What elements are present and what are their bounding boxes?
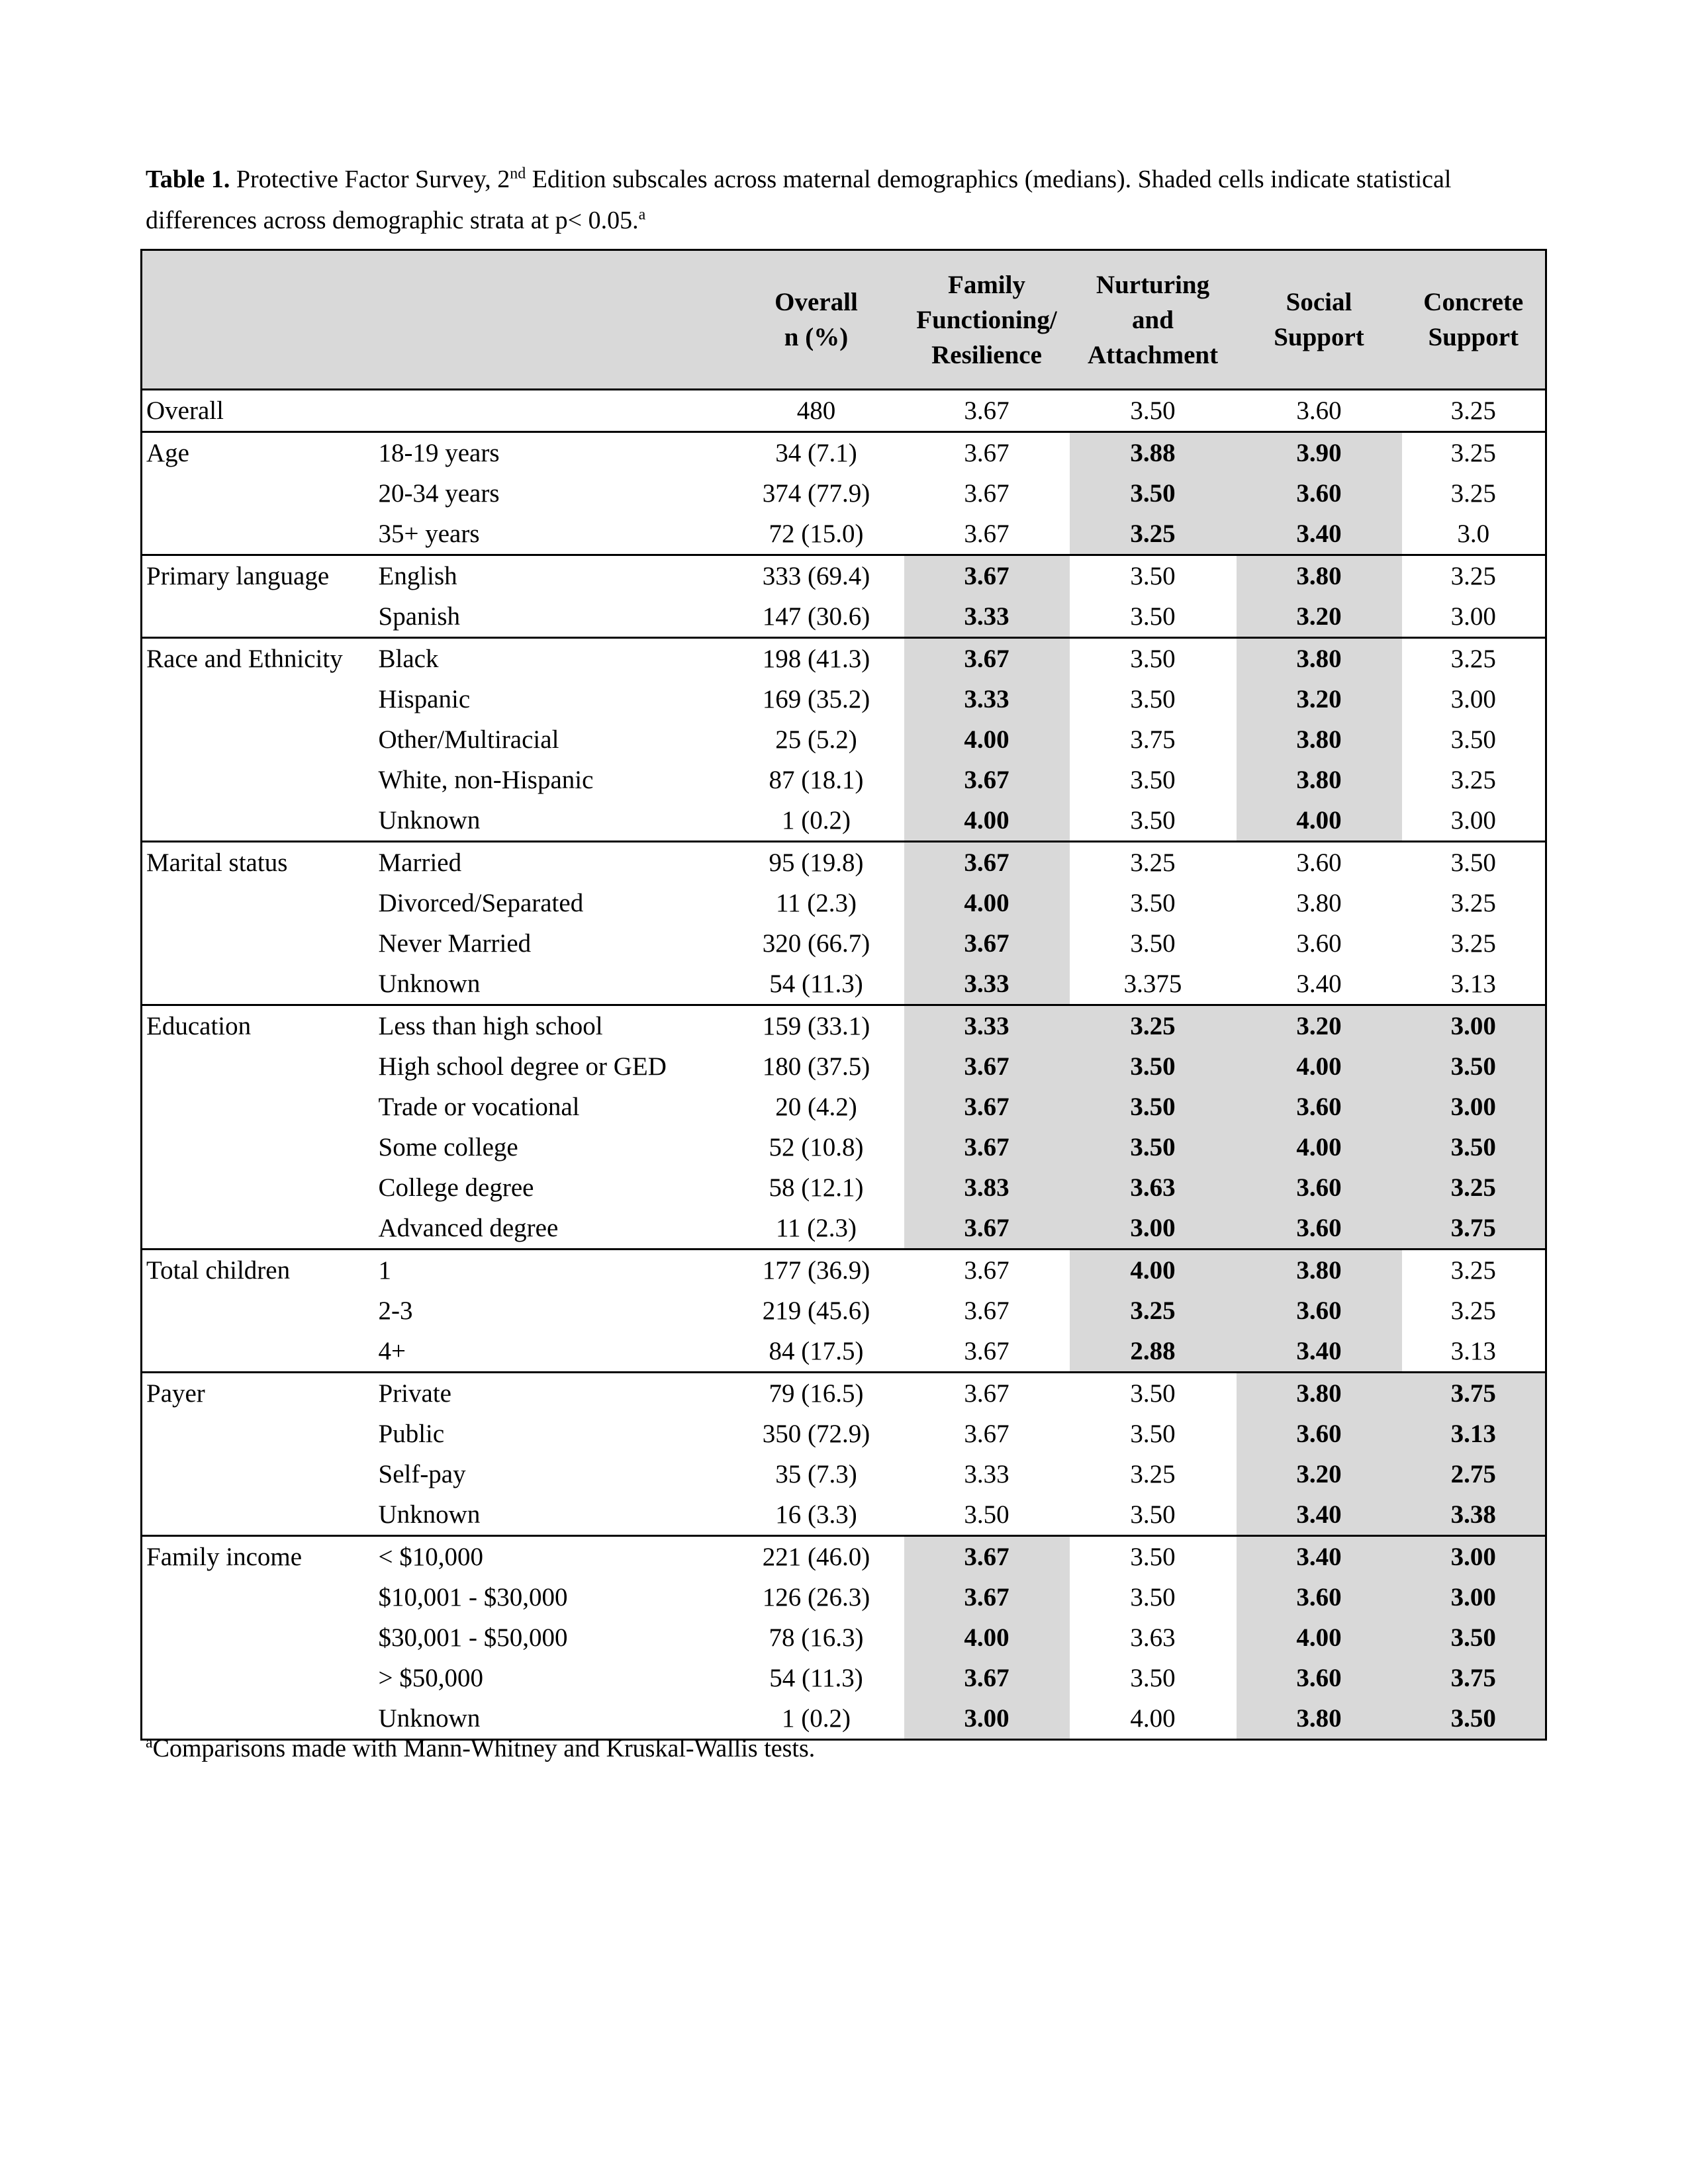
cell-concrete-support: 3.00 [1402,1577,1546,1617]
cell-family-functioning: 3.67 [904,1208,1070,1250]
cell-family-functioning: 3.33 [904,679,1070,719]
table-row [142,1005,1546,1047]
cell-social-support: 3.90 [1237,432,1402,474]
cell-family-functioning: 3.67 [904,432,1070,474]
group-label: Payer [142,1373,373,1536]
cell-family-functioning: 3.67 [964,1420,1009,1448]
row-label: Divorced/Separated [378,889,584,917]
cell-overall-n: 52 (10.8) [769,1133,864,1161]
cell-concrete-support: 3.50 [1402,1617,1546,1658]
row-label: Public [378,1420,445,1448]
cell-overall-n: 221 (46.0) [729,1536,904,1578]
row-label: $10,001 - $30,000 [378,1583,568,1612]
cell-concrete-support: 3.25 [1402,1167,1546,1208]
cell-overall-n: 35 (7.3) [775,1460,857,1488]
cell-nurturing-attachment: 3.50 [1130,602,1176,631]
cell-social-support: 3.60 [1237,1577,1402,1617]
caption-superscript: nd [510,165,526,183]
cell-family-functioning: 3.33 [904,596,1070,638]
cell-nurturing-attachment: 3.50 [1070,1536,1237,1578]
group-label: Primary language [142,555,373,638]
cell-overall-n: 11 (2.3) [775,889,857,917]
table-row [142,432,1546,474]
cell-nurturing-attachment: 3.25 [1130,1460,1176,1488]
table-row [142,842,1546,884]
cell-overall-n: 11 (2.3) [775,1214,857,1242]
row-label: Spanish [378,602,461,631]
cell-social-support: 3.20 [1237,1005,1402,1047]
cell-overall-n: 20 (4.2) [775,1093,857,1121]
row-label: High school degree or GED [378,1052,667,1081]
row-label: Less than high school [373,1005,729,1047]
cell-family-functioning: 4.00 [904,1617,1070,1658]
cell-concrete-support: 3.25 [1450,929,1496,958]
cell-social-support: 3.80 [1237,760,1402,800]
table-header-row [142,250,1546,390]
row-label: 4+ [378,1337,406,1365]
cell-nurturing-attachment: 3.50 [1130,1583,1176,1612]
cell-social-support: 4.00 [1237,1127,1402,1167]
cell-overall-n: 350 (72.9) [762,1420,870,1448]
cell-social-support: 3.60 [1237,1167,1402,1208]
cell-family-functioning: 3.67 [904,1658,1070,1698]
cell-social-support: 3.60 [1237,842,1402,884]
cell-concrete-support: 3.00 [1402,1005,1546,1047]
header-group [142,250,373,390]
row-label: Hispanic [378,685,471,713]
cell-family-functioning: 3.67 [904,923,1070,964]
cell-social-support: 3.40 [1237,514,1402,555]
cell-nurturing-attachment: 3.50 [1070,473,1237,514]
cell-family-functioning: 3.67 [964,1337,1009,1365]
cell-nurturing-attachment: 3.50 [1130,1500,1176,1529]
cell-social-support: 4.00 [1237,1046,1402,1087]
cell-concrete-support: 3.50 [1402,842,1546,884]
cell-family-functioning: 3.67 [964,520,1009,548]
cell-family-functioning: 3.67 [904,390,1070,432]
row-label: > $50,000 [378,1664,483,1692]
cell-overall-n: 169 (35.2) [762,685,870,713]
cell-family-functioning: 3.67 [904,638,1070,680]
row-label: Never Married [378,929,532,958]
row-label: Trade or vocational [378,1093,580,1121]
cell-nurturing-attachment: 3.50 [1070,1046,1237,1087]
cell-overall-n: 54 (11.3) [769,970,863,998]
cell-social-support: 3.60 [1237,1208,1402,1250]
cell-nurturing-attachment: 3.50 [1130,806,1176,835]
row-label: White, non-Hispanic [378,766,594,794]
table-row [142,638,1546,680]
row-label: Married [373,842,729,884]
cell-nurturing-attachment: 3.75 [1130,725,1176,754]
table-caption [146,159,1536,241]
table-row [142,1250,1546,1291]
cell-concrete-support: 3.00 [1450,602,1496,631]
cell-overall-n: 78 (16.3) [769,1623,864,1652]
cell-social-support: 3.20 [1237,596,1402,638]
row-label: Private [373,1373,729,1414]
cell-concrete-support: 3.25 [1450,889,1496,917]
group-label: Race and Ethnicity [142,638,373,842]
cell-overall-n: 480 [729,390,904,432]
cell-concrete-support: 3.13 [1450,1337,1496,1365]
row-label: 18-19 years [373,432,729,474]
caption-footnote-marker: a [638,206,646,224]
cell-nurturing-attachment: 3.50 [1070,1087,1237,1127]
cell-social-support: 3.60 [1237,473,1402,514]
cell-overall-n: 79 (16.5) [729,1373,904,1414]
row-label: 35+ years [378,520,480,548]
cell-social-support: 3.80 [1237,555,1402,597]
cell-overall-n: 87 (18.1) [769,766,864,794]
cell-family-functioning: 3.67 [904,1127,1070,1167]
row-label: Self-pay [378,1460,466,1488]
cell-overall-n: 180 (37.5) [762,1052,870,1081]
cell-concrete-support: 3.50 [1402,1127,1546,1167]
cell-nurturing-attachment: 3.50 [1070,555,1237,597]
cell-concrete-support: 3.25 [1402,1250,1546,1291]
row-label: English [373,555,729,597]
cell-concrete-support: 3.25 [1402,638,1546,680]
cell-social-support: 3.60 [1237,390,1402,432]
cell-concrete-support: 3.50 [1402,1046,1546,1087]
row-label: $30,001 - $50,000 [378,1623,568,1652]
row-label: Unknown [378,970,481,998]
cell-family-functioning: 3.67 [904,1087,1070,1127]
cell-overall-n: 219 (45.6) [762,1297,870,1325]
cell-social-support: 3.60 [1237,1087,1402,1127]
cell-overall-n: 58 (12.1) [769,1173,864,1202]
cell-family-functioning: 3.50 [964,1500,1009,1529]
cell-nurturing-attachment: 3.50 [1130,889,1176,917]
row-label: 20-34 years [378,479,500,508]
cell-family-functioning: 3.67 [904,760,1070,800]
table-footnote [146,1734,815,1763]
row-label [373,390,729,432]
cell-family-functioning: 4.00 [904,719,1070,760]
row-label: Black [373,638,729,680]
cell-concrete-support: 3.13 [1450,970,1496,998]
cell-nurturing-attachment: 3.63 [1070,1167,1237,1208]
row-label: Unknown [378,1500,481,1529]
cell-overall-n: 159 (33.1) [729,1005,904,1047]
cell-concrete-support: 3.0 [1457,520,1490,548]
cell-family-functioning: 3.67 [904,555,1070,597]
cell-overall-n: 16 (3.3) [775,1500,857,1529]
cell-concrete-support: 3.13 [1402,1414,1546,1454]
cell-family-functioning: 3.33 [904,964,1070,1005]
cell-nurturing-attachment: 3.50 [1130,929,1176,958]
cell-concrete-support: 3.25 [1450,766,1496,794]
cell-social-support: 3.40 [1237,1331,1402,1373]
row-label: 2-3 [378,1297,413,1325]
cell-family-functioning: 3.67 [964,1297,1009,1325]
cell-nurturing-attachment: 3.25 [1070,1005,1237,1047]
footnote-text: Comparisons made with Mann-Whitney and Kruskal-Wallis tests. [152,1735,816,1762]
cell-nurturing-attachment: 4.00 [1070,1250,1237,1291]
cell-family-functioning: 3.67 [904,1536,1070,1578]
row-label: 1 [373,1250,729,1291]
caption-text-continued: Edition subscales across maternal demographics (medians). Shaded cells indicate statistical differences across demographic strata at p< 0.05. [146,165,1452,234]
header-social-support: Social Support [1237,250,1402,390]
table-body [142,390,1546,1740]
cell-concrete-support: 3.38 [1402,1494,1546,1536]
cell-social-support: 3.80 [1237,1698,1402,1740]
group-label: Age [142,432,373,555]
cell-concrete-support: 3.50 [1402,1698,1546,1740]
cell-concrete-support: 3.00 [1402,1536,1546,1578]
cell-overall-n: 333 (69.4) [729,555,904,597]
cell-social-support: 3.60 [1237,1658,1402,1698]
cell-nurturing-attachment: 3.63 [1130,1623,1176,1652]
cell-overall-n: 126 (26.3) [762,1583,870,1612]
cell-social-support: 3.80 [1237,719,1402,760]
cell-family-functioning: 3.67 [904,1577,1070,1617]
cell-nurturing-attachment: 3.25 [1070,514,1237,555]
cell-concrete-support: 3.75 [1402,1208,1546,1250]
cell-family-functioning: 3.67 [904,1046,1070,1087]
row-label: Unknown [378,1704,481,1733]
cell-concrete-support: 3.25 [1402,555,1546,597]
cell-overall-n: 177 (36.9) [729,1250,904,1291]
footnote-marker: a [146,1734,153,1752]
cell-nurturing-attachment: 3.50 [1070,638,1237,680]
caption-label: Table 1. [146,165,230,193]
cell-nurturing-attachment: 2.88 [1070,1331,1237,1373]
group-label: Family income [142,1536,373,1740]
cell-social-support: 3.40 [1296,970,1342,998]
cell-overall-n: 320 (66.7) [762,929,870,958]
cell-family-functioning: 3.67 [964,479,1009,508]
cell-concrete-support: 3.75 [1402,1373,1546,1414]
row-label: Other/Multiracial [378,725,559,754]
group-label: Total children [142,1250,373,1373]
cell-overall-n: 34 (7.1) [729,432,904,474]
table-row [142,555,1546,597]
cell-nurturing-attachment: 3.50 [1130,1420,1176,1448]
cell-social-support: 3.80 [1296,889,1342,917]
cell-concrete-support: 3.25 [1402,432,1546,474]
cell-family-functioning: 3.00 [904,1698,1070,1740]
cell-nurturing-attachment: 3.50 [1130,1664,1176,1692]
cell-overall-n: 1 (0.2) [782,1704,851,1733]
cell-nurturing-attachment: 3.50 [1070,390,1237,432]
cell-overall-n: 374 (77.9) [762,479,870,508]
cell-social-support: 3.40 [1237,1536,1402,1578]
header-family-functioning: Family Functioning/ Resilience [904,250,1070,390]
header-nurturing-attachment: Nurturing and Attachment [1070,250,1237,390]
cell-overall-n: 84 (17.5) [769,1337,864,1365]
cell-concrete-support: 3.00 [1402,1087,1546,1127]
caption-text: Protective Factor Survey, 2 [230,165,510,193]
cell-nurturing-attachment: 3.50 [1130,685,1176,713]
cell-social-support: 3.80 [1237,638,1402,680]
cell-family-functioning: 4.00 [904,800,1070,842]
group-label: Education [142,1005,373,1250]
cell-social-support: 3.80 [1237,1250,1402,1291]
cell-nurturing-attachment: 3.25 [1070,842,1237,884]
cell-overall-n: 25 (5.2) [775,725,857,754]
cell-nurturing-attachment: 3.50 [1070,1127,1237,1167]
row-label: Advanced degree [378,1214,559,1242]
cell-concrete-support: 3.25 [1402,390,1546,432]
cell-family-functioning: 3.67 [904,1373,1070,1414]
data-table [140,249,1547,1741]
cell-concrete-support: 3.50 [1450,725,1496,754]
cell-family-functioning: 4.00 [904,883,1070,923]
cell-social-support: 3.20 [1237,1454,1402,1494]
cell-nurturing-attachment: 3.375 [1123,970,1182,998]
cell-social-support: 3.60 [1296,929,1342,958]
cell-social-support: 3.60 [1237,1414,1402,1454]
cell-family-functioning: 3.67 [904,1250,1070,1291]
cell-family-functioning: 3.67 [904,842,1070,884]
cell-overall-n: 54 (11.3) [769,1664,863,1692]
cell-concrete-support: 3.00 [1450,685,1496,713]
cell-social-support: 3.40 [1237,1494,1402,1536]
cell-social-support: 3.20 [1237,679,1402,719]
cell-concrete-support: 3.00 [1450,806,1496,835]
cell-social-support: 4.00 [1237,1617,1402,1658]
cell-nurturing-attachment: 4.00 [1130,1704,1176,1733]
cell-concrete-support: 3.25 [1450,479,1496,508]
cell-social-support: 3.80 [1237,1373,1402,1414]
row-label: < $10,000 [373,1536,729,1578]
cell-concrete-support: 3.25 [1450,1297,1496,1325]
cell-overall-n: 1 (0.2) [782,806,851,835]
cell-overall-n: 72 (15.0) [769,520,864,548]
cell-nurturing-attachment: 3.50 [1070,1373,1237,1414]
cell-social-support: 3.60 [1237,1291,1402,1331]
cell-social-support: 4.00 [1237,800,1402,842]
header-subgroup [373,250,729,390]
header-overall: Overall n (%) [729,250,904,390]
group-label: Overall [142,390,373,432]
cell-nurturing-attachment: 3.25 [1070,1291,1237,1331]
table-row [142,1373,1546,1414]
cell-overall-n: 198 (41.3) [729,638,904,680]
table-row [142,1536,1546,1578]
row-label: Some college [378,1133,518,1161]
cell-nurturing-attachment: 3.00 [1070,1208,1237,1250]
cell-nurturing-attachment: 3.50 [1130,766,1176,794]
table-row [142,390,1546,432]
group-label: Marital status [142,842,373,1005]
cell-overall-n: 147 (30.6) [762,602,870,631]
header-concrete-support: Concrete Support [1402,250,1546,390]
cell-overall-n: 95 (19.8) [729,842,904,884]
cell-concrete-support: 2.75 [1402,1454,1546,1494]
cell-family-functioning: 3.83 [904,1167,1070,1208]
cell-family-functioning: 3.33 [964,1460,1009,1488]
row-label: College degree [378,1173,534,1202]
cell-nurturing-attachment: 3.88 [1070,432,1237,474]
cell-concrete-support: 3.75 [1402,1658,1546,1698]
cell-family-functioning: 3.33 [904,1005,1070,1047]
row-label: Unknown [378,806,481,835]
